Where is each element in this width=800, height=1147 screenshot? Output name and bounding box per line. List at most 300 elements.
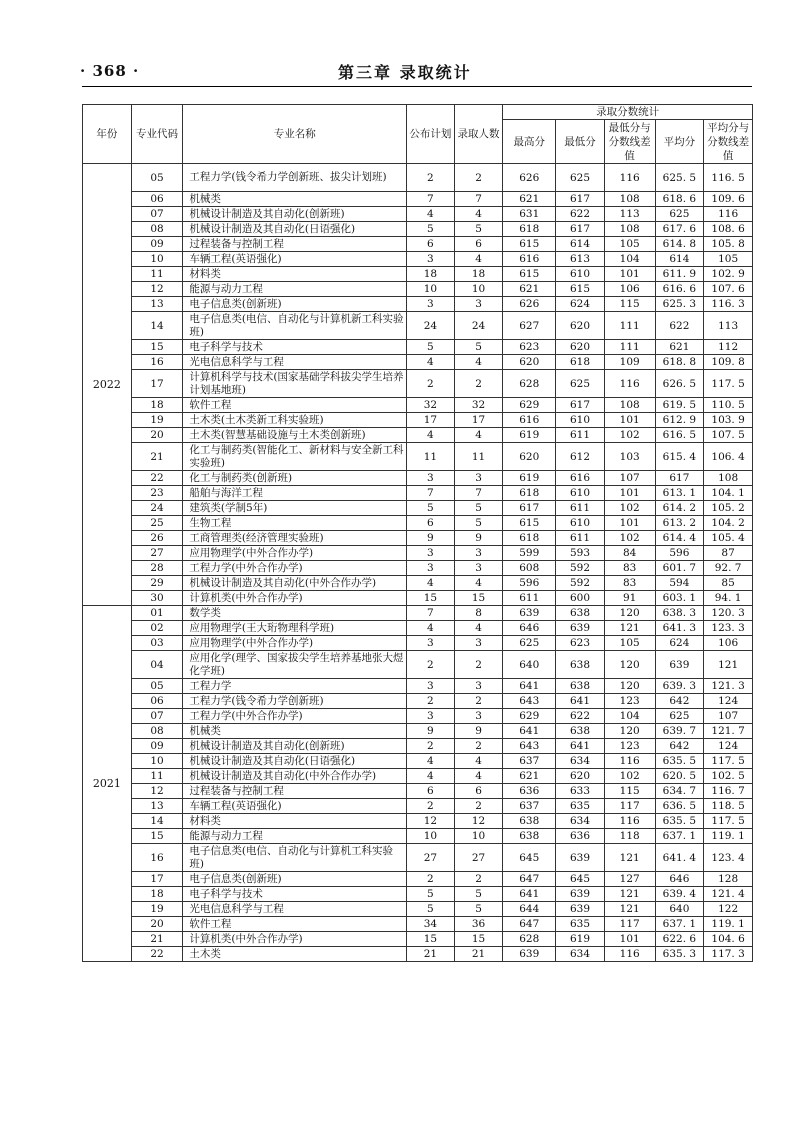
min-diff: 120	[604, 606, 655, 621]
major-code: 09	[131, 237, 183, 252]
major-code: 20	[131, 428, 183, 443]
min-score: 623	[556, 636, 605, 651]
admitted-count: 10	[454, 829, 503, 844]
min-score: 624	[556, 297, 605, 312]
avg-score: 617. 6	[655, 222, 704, 237]
plan-count: 4	[407, 207, 455, 222]
max-score: 641	[503, 679, 556, 694]
avg-diff: 105. 8	[704, 237, 753, 252]
avg-diff: 128	[704, 872, 753, 887]
major-code: 30	[131, 591, 183, 606]
min-score: 645	[556, 872, 605, 887]
table-row	[83, 902, 753, 917]
avg-diff: 104. 2	[704, 516, 753, 531]
min-diff: 123	[604, 739, 655, 754]
min-diff: 116	[604, 164, 655, 192]
major-name: 电子科学与技术	[183, 887, 407, 902]
table-row	[83, 516, 753, 531]
min-diff: 108	[604, 398, 655, 413]
admitted-count: 27	[454, 844, 503, 872]
major-name: 化工与制药类(智能化工、新材料与安全新工科实验班)	[183, 443, 407, 471]
min-diff: 103	[604, 443, 655, 471]
min-diff: 120	[604, 724, 655, 739]
max-score: 616	[503, 413, 556, 428]
header-year: 年份	[83, 105, 132, 164]
admitted-count: 12	[454, 814, 503, 829]
avg-diff: 121. 4	[704, 887, 753, 902]
major-name: 电子信息类(创新班)	[183, 872, 407, 887]
admitted-count: 3	[454, 636, 503, 651]
table-row	[83, 355, 753, 370]
min-score: 638	[556, 651, 605, 679]
table-row	[83, 606, 753, 621]
major-code: 20	[131, 917, 183, 932]
major-name: 应用化学(理学、国家拔尖学生培养基地张大煜化学班)	[183, 651, 407, 679]
plan-count: 32	[407, 398, 455, 413]
major-name: 光电信息科学与工程	[183, 355, 407, 370]
admitted-count: 9	[454, 531, 503, 546]
avg-score: 636. 5	[655, 799, 704, 814]
max-score: 596	[503, 576, 556, 591]
max-score: 629	[503, 398, 556, 413]
admitted-count: 7	[454, 192, 503, 207]
avg-score: 625	[655, 709, 704, 724]
min-diff: 102	[604, 428, 655, 443]
plan-count: 7	[407, 606, 455, 621]
max-score: 621	[503, 282, 556, 297]
major-name: 电子信息类(电信、自动化与计算机新工科实验班)	[183, 312, 407, 340]
table-row	[83, 561, 753, 576]
admitted-count: 2	[454, 164, 503, 192]
avg-diff: 92. 7	[704, 561, 753, 576]
major-code: 14	[131, 814, 183, 829]
avg-score: 625. 5	[655, 164, 704, 192]
admitted-count: 32	[454, 398, 503, 413]
major-code: 04	[131, 651, 183, 679]
major-code: 19	[131, 413, 183, 428]
table-row	[83, 546, 753, 561]
major-name: 工程力学(钱令希力学创新班)	[183, 694, 407, 709]
avg-diff: 116. 3	[704, 297, 753, 312]
admitted-count: 2	[454, 694, 503, 709]
major-name: 电子信息类(创新班)	[183, 297, 407, 312]
avg-diff: 116	[704, 207, 753, 222]
major-name: 材料类	[183, 814, 407, 829]
major-code: 14	[131, 312, 183, 340]
table-row	[83, 651, 753, 679]
table-row	[83, 829, 753, 844]
major-name: 能源与动力工程	[183, 282, 407, 297]
table-row	[83, 636, 753, 651]
avg-diff: 123. 4	[704, 844, 753, 872]
table-row	[83, 443, 753, 471]
admitted-count: 2	[454, 651, 503, 679]
plan-count: 4	[407, 576, 455, 591]
table-row	[83, 471, 753, 486]
avg-diff: 103. 9	[704, 413, 753, 428]
table-row	[83, 501, 753, 516]
table-row	[83, 844, 753, 872]
major-code: 18	[131, 887, 183, 902]
avg-diff: 104. 1	[704, 486, 753, 501]
major-name: 土木类	[183, 947, 407, 962]
avg-diff: 116. 5	[704, 164, 753, 192]
major-name: 机械设计制造及其自动化(中外合作办学)	[183, 769, 407, 784]
avg-diff: 118. 5	[704, 799, 753, 814]
major-code: 07	[131, 709, 183, 724]
min-diff: 102	[604, 531, 655, 546]
admission-stats-table	[82, 104, 753, 962]
admitted-count: 3	[454, 471, 503, 486]
avg-diff: 121. 3	[704, 679, 753, 694]
admitted-count: 21	[454, 947, 503, 962]
plan-count: 6	[407, 237, 455, 252]
plan-count: 2	[407, 872, 455, 887]
major-name: 过程装备与控制工程	[183, 784, 407, 799]
plan-count: 4	[407, 754, 455, 769]
min-diff: 105	[604, 237, 655, 252]
avg-score: 625. 3	[655, 297, 704, 312]
avg-diff: 106	[704, 636, 753, 651]
admitted-count: 5	[454, 340, 503, 355]
plan-count: 5	[407, 902, 455, 917]
max-score: 638	[503, 814, 556, 829]
max-score: 618	[503, 222, 556, 237]
major-name: 工程力学	[183, 679, 407, 694]
max-score: 640	[503, 651, 556, 679]
admitted-count: 5	[454, 516, 503, 531]
min-diff: 101	[604, 267, 655, 282]
major-name: 计算机科学与技术(国家基础学科拔尖学生培养计划基地班)	[183, 370, 407, 398]
major-name: 电子信息类(电信、自动化与计算机工科实验班)	[183, 844, 407, 872]
plan-count: 5	[407, 222, 455, 237]
major-name: 机械设计制造及其自动化(日语强化)	[183, 222, 407, 237]
min-diff: 101	[604, 932, 655, 947]
min-score: 625	[556, 370, 605, 398]
table-row	[83, 531, 753, 546]
min-score: 620	[556, 312, 605, 340]
table-row	[83, 724, 753, 739]
min-score: 634	[556, 947, 605, 962]
plan-count: 21	[407, 947, 455, 962]
major-code: 15	[131, 829, 183, 844]
avg-diff: 124	[704, 739, 753, 754]
avg-score: 641. 3	[655, 621, 704, 636]
admitted-count: 15	[454, 591, 503, 606]
min-score: 639	[556, 621, 605, 636]
avg-diff: 117. 3	[704, 947, 753, 962]
min-diff: 118	[604, 829, 655, 844]
admitted-count: 2	[454, 370, 503, 398]
admitted-count: 36	[454, 917, 503, 932]
avg-score: 642	[655, 739, 704, 754]
avg-score: 618. 6	[655, 192, 704, 207]
major-name: 机械设计制造及其自动化(创新班)	[183, 739, 407, 754]
max-score: 625	[503, 636, 556, 651]
min-diff: 121	[604, 844, 655, 872]
avg-diff: 117. 5	[704, 370, 753, 398]
min-diff: 107	[604, 471, 655, 486]
header-avg-diff: 平均分与分数线差值	[704, 120, 753, 164]
admitted-count: 4	[454, 252, 503, 267]
avg-score: 641. 4	[655, 844, 704, 872]
plan-count: 15	[407, 932, 455, 947]
major-name: 工程力学(钱令希力学创新班、拔尖计划班)	[183, 164, 407, 192]
plan-count: 18	[407, 267, 455, 282]
major-code: 17	[131, 872, 183, 887]
avg-score: 615. 4	[655, 443, 704, 471]
major-name: 车辆工程(英语强化)	[183, 799, 407, 814]
table-row	[83, 739, 753, 754]
avg-score: 622. 6	[655, 932, 704, 947]
major-code: 15	[131, 340, 183, 355]
admitted-count: 9	[454, 724, 503, 739]
avg-diff: 117. 5	[704, 754, 753, 769]
avg-score: 616. 6	[655, 282, 704, 297]
min-score: 619	[556, 932, 605, 947]
table-row	[83, 312, 753, 340]
major-code: 07	[131, 207, 183, 222]
admitted-count: 5	[454, 887, 503, 902]
avg-score: 646	[655, 872, 704, 887]
max-score: 644	[503, 902, 556, 917]
major-name: 生物工程	[183, 516, 407, 531]
avg-score: 625	[655, 207, 704, 222]
plan-count: 5	[407, 501, 455, 516]
table-row	[83, 932, 753, 947]
admitted-count: 17	[454, 413, 503, 428]
major-code: 05	[131, 679, 183, 694]
min-score: 592	[556, 576, 605, 591]
min-diff: 121	[604, 621, 655, 636]
min-score: 641	[556, 739, 605, 754]
min-score: 610	[556, 486, 605, 501]
avg-score: 635. 5	[655, 754, 704, 769]
min-score: 611	[556, 531, 605, 546]
avg-diff: 94. 1	[704, 591, 753, 606]
max-score: 615	[503, 516, 556, 531]
min-score: 636	[556, 829, 605, 844]
table-row	[83, 784, 753, 799]
major-code: 05	[131, 164, 183, 192]
plan-count: 27	[407, 844, 455, 872]
admitted-count: 5	[454, 902, 503, 917]
min-score: 639	[556, 844, 605, 872]
admitted-count: 2	[454, 872, 503, 887]
plan-count: 34	[407, 917, 455, 932]
plan-count: 3	[407, 297, 455, 312]
max-score: 639	[503, 947, 556, 962]
admitted-count: 2	[454, 739, 503, 754]
major-code: 13	[131, 799, 183, 814]
avg-diff: 109. 6	[704, 192, 753, 207]
major-name: 计算机类(中外合作办学)	[183, 591, 407, 606]
major-code: 29	[131, 576, 183, 591]
plan-count: 2	[407, 739, 455, 754]
header-min-diff: 最低分与分数线差值	[604, 120, 655, 164]
max-score: 615	[503, 267, 556, 282]
admitted-count: 3	[454, 546, 503, 561]
major-name: 机械类	[183, 192, 407, 207]
major-name: 工商管理类(经济管理实验班)	[183, 531, 407, 546]
max-score: 643	[503, 694, 556, 709]
avg-diff: 105. 4	[704, 531, 753, 546]
avg-score: 638. 3	[655, 606, 704, 621]
major-name: 工程力学(中外合作办学)	[183, 709, 407, 724]
avg-diff: 107. 5	[704, 428, 753, 443]
table-row	[83, 428, 753, 443]
avg-score: 624	[655, 636, 704, 651]
admitted-count: 4	[454, 769, 503, 784]
major-code: 10	[131, 754, 183, 769]
min-diff: 101	[604, 413, 655, 428]
max-score: 641	[503, 887, 556, 902]
min-score: 641	[556, 694, 605, 709]
min-diff: 102	[604, 769, 655, 784]
table-row	[83, 709, 753, 724]
major-code: 25	[131, 516, 183, 531]
max-score: 628	[503, 370, 556, 398]
avg-score: 637. 1	[655, 829, 704, 844]
major-code: 26	[131, 531, 183, 546]
page-number: · 368 ·	[80, 62, 140, 80]
max-score: 637	[503, 799, 556, 814]
avg-score: 634. 7	[655, 784, 704, 799]
avg-diff: 105	[704, 252, 753, 267]
table-row	[83, 754, 753, 769]
admitted-count: 3	[454, 297, 503, 312]
plan-count: 2	[407, 370, 455, 398]
major-code: 13	[131, 297, 183, 312]
min-diff: 101	[604, 516, 655, 531]
avg-diff: 87	[704, 546, 753, 561]
min-diff: 123	[604, 694, 655, 709]
plan-count: 4	[407, 355, 455, 370]
min-score: 622	[556, 709, 605, 724]
min-score: 625	[556, 164, 605, 192]
table-row	[83, 917, 753, 932]
plan-count: 4	[407, 769, 455, 784]
min-diff: 83	[604, 561, 655, 576]
major-name: 机械设计制造及其自动化(日语强化)	[183, 754, 407, 769]
major-name: 能源与动力工程	[183, 829, 407, 844]
max-score: 619	[503, 428, 556, 443]
major-name: 电子科学与技术	[183, 340, 407, 355]
min-diff: 117	[604, 799, 655, 814]
min-diff: 111	[604, 340, 655, 355]
chapter-title: 第三章 录取统计	[338, 63, 472, 82]
min-score: 593	[556, 546, 605, 561]
avg-score: 616. 5	[655, 428, 704, 443]
max-score: 641	[503, 724, 556, 739]
admitted-count: 6	[454, 237, 503, 252]
avg-diff: 119. 1	[704, 829, 753, 844]
min-score: 635	[556, 799, 605, 814]
table-row	[83, 694, 753, 709]
min-diff: 84	[604, 546, 655, 561]
min-score: 638	[556, 606, 605, 621]
table-row	[83, 207, 753, 222]
min-score: 635	[556, 917, 605, 932]
major-code: 21	[131, 443, 183, 471]
max-score: 599	[503, 546, 556, 561]
major-code: 22	[131, 471, 183, 486]
major-name: 光电信息科学与工程	[183, 902, 407, 917]
plan-count: 3	[407, 252, 455, 267]
major-code: 23	[131, 486, 183, 501]
avg-diff: 107	[704, 709, 753, 724]
major-name: 车辆工程(英语强化)	[183, 252, 407, 267]
avg-diff: 117. 5	[704, 814, 753, 829]
max-score: 626	[503, 164, 556, 192]
min-diff: 116	[604, 754, 655, 769]
header-plan: 公布计划	[407, 105, 455, 164]
admitted-count: 4	[454, 754, 503, 769]
avg-score: 596	[655, 546, 704, 561]
major-code: 11	[131, 267, 183, 282]
admitted-count: 15	[454, 932, 503, 947]
min-score: 610	[556, 413, 605, 428]
table-row	[83, 872, 753, 887]
plan-count: 2	[407, 651, 455, 679]
major-code: 01	[131, 606, 183, 621]
plan-count: 10	[407, 282, 455, 297]
major-name: 机械设计制造及其自动化(中外合作办学)	[183, 576, 407, 591]
plan-count: 11	[407, 443, 455, 471]
table-row	[83, 947, 753, 962]
min-diff: 127	[604, 872, 655, 887]
table-row	[83, 814, 753, 829]
avg-score: 621	[655, 340, 704, 355]
major-code: 06	[131, 694, 183, 709]
avg-diff: 120. 3	[704, 606, 753, 621]
major-code: 08	[131, 724, 183, 739]
year-cell: 2021	[83, 606, 132, 962]
max-score: 620	[503, 355, 556, 370]
avg-score: 614. 8	[655, 237, 704, 252]
plan-count: 6	[407, 516, 455, 531]
major-code: 16	[131, 844, 183, 872]
major-name: 材料类	[183, 267, 407, 282]
major-code: 11	[131, 769, 183, 784]
table-row	[83, 370, 753, 398]
plan-count: 7	[407, 486, 455, 501]
min-score: 639	[556, 902, 605, 917]
major-name: 土木类(土木类新工科实验班)	[183, 413, 407, 428]
header-max: 最高分	[503, 120, 556, 164]
min-score: 615	[556, 282, 605, 297]
major-code: 22	[131, 947, 183, 962]
major-code: 12	[131, 784, 183, 799]
plan-count: 2	[407, 164, 455, 192]
avg-score: 620. 5	[655, 769, 704, 784]
plan-count: 7	[407, 192, 455, 207]
min-score: 618	[556, 355, 605, 370]
major-name: 应用物理学(王大珩物理科学班)	[183, 621, 407, 636]
major-name: 应用物理学(中外合作办学)	[183, 546, 407, 561]
min-diff: 111	[604, 312, 655, 340]
min-score: 639	[556, 887, 605, 902]
avg-score: 635. 5	[655, 814, 704, 829]
min-score: 620	[556, 769, 605, 784]
avg-score: 617	[655, 471, 704, 486]
major-code: 06	[131, 192, 183, 207]
table-row	[83, 621, 753, 636]
max-score: 645	[503, 844, 556, 872]
admitted-count: 4	[454, 355, 503, 370]
table-row	[83, 267, 753, 282]
table-row	[83, 413, 753, 428]
